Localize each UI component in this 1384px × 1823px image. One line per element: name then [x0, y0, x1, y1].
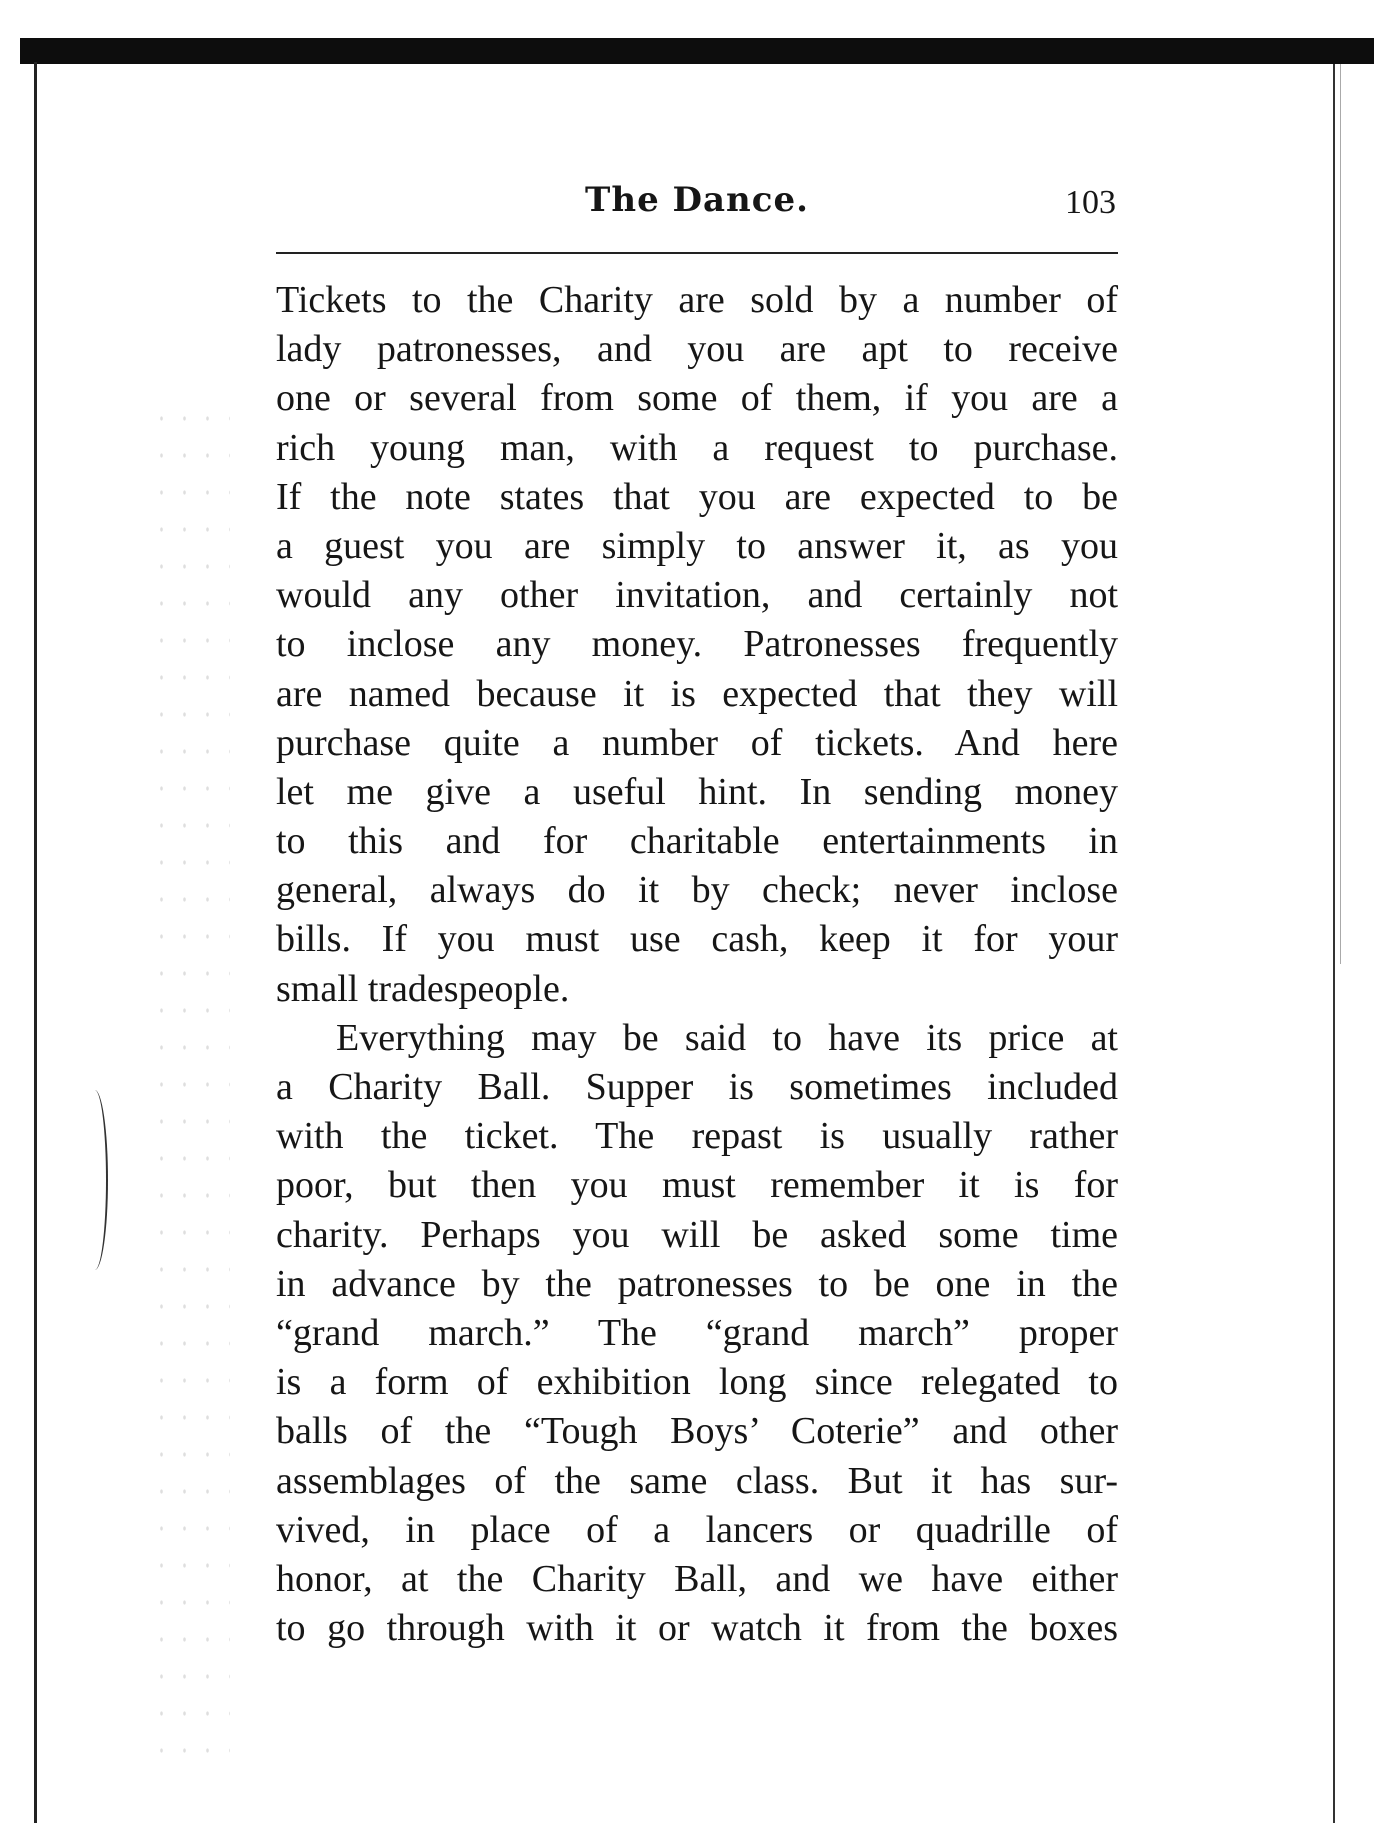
- text-line: to go through with it or watch it from the boxes: [276, 1607, 1118, 1650]
- text-line: to inclose any money. Patronesses frequently: [276, 623, 1118, 666]
- scan-specks: [150, 400, 230, 1760]
- page-header: [276, 180, 1118, 240]
- scan-top-border: [20, 38, 1374, 64]
- text-line: lady patronesses, and you are apt to receive: [276, 328, 1118, 371]
- page-number: 103: [1065, 184, 1116, 221]
- page-curl-mark: [86, 1090, 108, 1270]
- header-rule: [276, 252, 1118, 254]
- text-line: is a form of exhibition long since relegated to: [276, 1361, 1118, 1404]
- text-line: a Charity Ball. Supper is sometimes included: [276, 1066, 1118, 1108]
- paragraph-end-line: small tradespeople.: [276, 967, 570, 1010]
- text-line: bills. If you must use cash, keep it for your: [276, 918, 1118, 961]
- text-line: honor, at the Charity Ball, and we have either: [276, 1557, 1118, 1600]
- text-line: to this and for charitable entertainments in: [276, 820, 1118, 863]
- text-line: are named because it is expected that they will: [276, 672, 1118, 715]
- scan-right-edge-shadow: [1340, 64, 1341, 964]
- scan-left-edge: [34, 62, 37, 1823]
- text-line: in advance by the patronesses to be one in the: [276, 1262, 1118, 1305]
- text-line: would any other invitation, and certainly not: [276, 574, 1118, 617]
- text-line: “grand march.” The “grand march” proper: [276, 1311, 1118, 1354]
- text-line: general, always do it by check; never inclose: [276, 869, 1118, 912]
- paragraph-start-line: Everything may be said to have its price at: [336, 1016, 1118, 1059]
- text-line: one or several from some of them, if you are a: [276, 377, 1118, 420]
- text-line: vived, in place of a lancers or quadrille of: [276, 1508, 1118, 1551]
- running-title: The Dance.: [585, 180, 809, 220]
- text-line: rich young man, with a request to purchase.: [276, 426, 1118, 469]
- text-line: If the note states that you are expected to be: [276, 475, 1118, 518]
- text-line: assemblages of the same class. But it has sur-: [276, 1459, 1118, 1502]
- scan-right-edge: [1333, 64, 1335, 1823]
- text-line: charity. Perhaps you will be asked some time: [276, 1213, 1118, 1256]
- text-line: poor, but then you must remember it is for: [276, 1164, 1118, 1207]
- text-line: balls of the “Tough Boys’ Coterie” and other: [276, 1410, 1118, 1453]
- text-line: a guest you are simply to answer it, as you: [276, 524, 1118, 567]
- body-text: [276, 276, 1118, 1653]
- text-line: with the ticket. The repast is usually rather: [276, 1115, 1118, 1158]
- text-line: purchase quite a number of tickets. And here: [276, 721, 1118, 764]
- text-line: let me give a useful hint. In sending money: [276, 770, 1118, 813]
- text-line: Tickets to the Charity are sold by a number of: [276, 279, 1118, 321]
